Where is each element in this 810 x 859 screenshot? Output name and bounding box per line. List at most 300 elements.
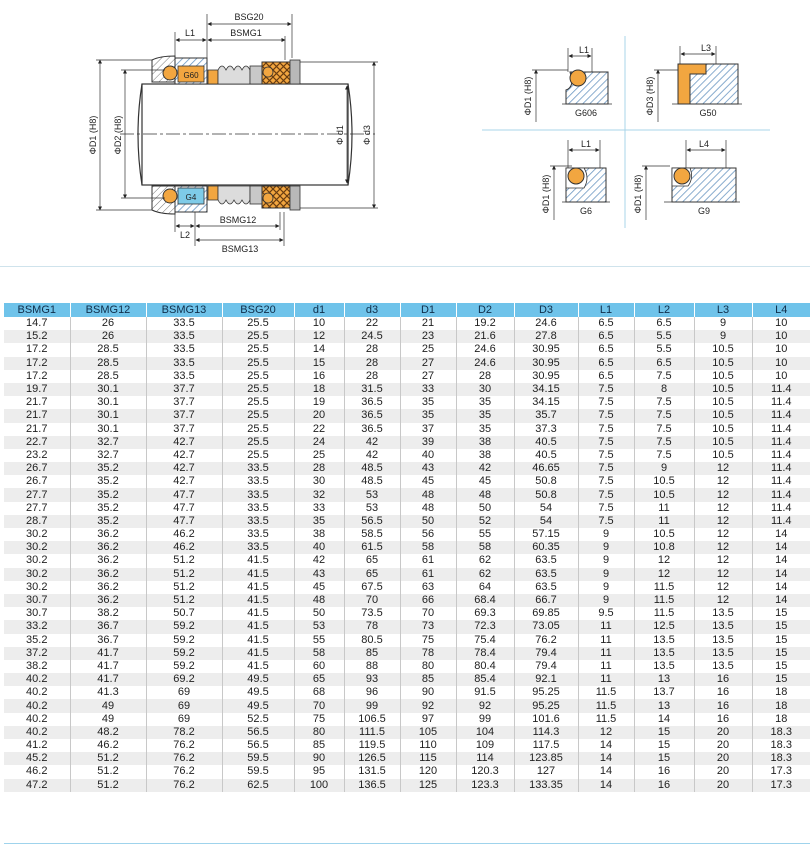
table-cell: 21.7 xyxy=(4,409,70,422)
table-cell: 18 xyxy=(294,383,344,396)
table-cell: 37.7 xyxy=(146,409,222,422)
table-cell: 39 xyxy=(400,436,456,449)
table-cell: 19 xyxy=(294,396,344,409)
table-cell: 21.7 xyxy=(4,423,70,436)
table-cell: 52.5 xyxy=(222,713,294,726)
table-cell: 47.7 xyxy=(146,515,222,528)
table-cell: 12 xyxy=(694,515,752,528)
table-cell: 11.4 xyxy=(752,502,810,515)
table-cell: 34.15 xyxy=(514,396,578,409)
table-cell: 53 xyxy=(344,488,400,501)
table-cell: 28 xyxy=(344,357,400,370)
table-cell: 120 xyxy=(400,765,456,778)
table-cell: 25.5 xyxy=(222,396,294,409)
table-cell: 33.5 xyxy=(146,317,222,330)
table-cell: 7.5 xyxy=(578,462,634,475)
table-cell: 24 xyxy=(294,436,344,449)
table-row xyxy=(4,409,810,422)
table-cell: 13.5 xyxy=(634,634,694,647)
table-cell: 14 xyxy=(752,568,810,581)
table-cell: 59.2 xyxy=(146,660,222,673)
table-cell: 133.35 xyxy=(514,779,578,792)
table-cell: 25.5 xyxy=(222,449,294,462)
table-row xyxy=(4,330,810,343)
table-cell: 95 xyxy=(294,765,344,778)
table-cell: 78.4 xyxy=(456,647,514,660)
label-bsg20: BSG20 xyxy=(234,12,264,22)
table-cell: 30.1 xyxy=(70,423,146,436)
table-row xyxy=(4,383,810,396)
table-cell: 92 xyxy=(456,699,514,712)
table-cell: 30 xyxy=(456,383,514,396)
table-cell: 10.5 xyxy=(634,528,694,541)
table-cell: 23.2 xyxy=(4,449,70,462)
table-cell: 9 xyxy=(694,317,752,330)
table-row xyxy=(4,765,810,778)
table-cell: 75.4 xyxy=(456,634,514,647)
table-cell: 35 xyxy=(400,396,456,409)
table-cell: 36.2 xyxy=(70,554,146,567)
table-cell: 45.2 xyxy=(4,752,70,765)
table-cell: 42.7 xyxy=(146,475,222,488)
table-cell: 12 xyxy=(694,541,752,554)
table-cell: 15 xyxy=(752,660,810,673)
table-cell: 10 xyxy=(752,370,810,383)
table-cell: 21.6 xyxy=(456,330,514,343)
table-cell: 54 xyxy=(514,502,578,515)
table-cell: 13.5 xyxy=(694,607,752,620)
table-cell: 9 xyxy=(578,568,634,581)
table-cell: 7.5 xyxy=(634,449,694,462)
table-cell: 52 xyxy=(456,515,514,528)
table-cell: 11.5 xyxy=(634,607,694,620)
table-row xyxy=(4,449,810,462)
table-cell: 9 xyxy=(578,554,634,567)
table-cell: 12 xyxy=(578,726,634,739)
table-cell: 18.3 xyxy=(752,752,810,765)
table-cell: 14 xyxy=(294,343,344,356)
table-cell: 27.7 xyxy=(4,502,70,515)
table-cell: 30.2 xyxy=(4,528,70,541)
table-cell: 51.2 xyxy=(146,594,222,607)
table-cell: 32.7 xyxy=(70,449,146,462)
dimension-table-wrap xyxy=(4,303,810,792)
table-cell: 72.3 xyxy=(456,620,514,633)
table-cell: 73.5 xyxy=(344,607,400,620)
table-cell: 25.5 xyxy=(222,330,294,343)
table-cell: 35.2 xyxy=(70,475,146,488)
table-cell: 85 xyxy=(400,673,456,686)
label-phi-D1: ΦD1 (H8) xyxy=(88,115,98,155)
table-cell: 37.7 xyxy=(146,396,222,409)
table-cell: 36.7 xyxy=(70,620,146,633)
table-cell: 11 xyxy=(578,620,634,633)
table-cell: 30.95 xyxy=(514,343,578,356)
table-cell: 24.6 xyxy=(456,343,514,356)
table-cell: 6.5 xyxy=(634,357,694,370)
table-cell: 110 xyxy=(400,739,456,752)
table-row xyxy=(4,515,810,528)
table-cell: 13.5 xyxy=(694,620,752,633)
table-cell: 28 xyxy=(344,343,400,356)
table-cell: 34.15 xyxy=(514,383,578,396)
table-cell: 58.5 xyxy=(344,528,400,541)
table-row xyxy=(4,462,810,475)
column-header-bsg20: BSG20 xyxy=(222,303,294,317)
table-cell: 69 xyxy=(146,699,222,712)
table-cell: 41.5 xyxy=(222,620,294,633)
table-cell: 16 xyxy=(634,765,694,778)
table-cell: 15 xyxy=(752,647,810,660)
column-header-d3: D3 xyxy=(514,303,578,317)
table-cell: 18.3 xyxy=(752,726,810,739)
table-cell: 15 xyxy=(752,634,810,647)
table-row xyxy=(4,370,810,383)
table-cell: 17.3 xyxy=(752,765,810,778)
table-cell: 55 xyxy=(456,528,514,541)
table-cell: 17.3 xyxy=(752,779,810,792)
g9-dia: ΦD1 (H8) xyxy=(633,174,643,214)
table-cell: 48.5 xyxy=(344,475,400,488)
table-cell: 36.5 xyxy=(344,409,400,422)
table-cell: 7.5 xyxy=(578,436,634,449)
table-cell: 53 xyxy=(294,620,344,633)
table-cell: 33.5 xyxy=(146,330,222,343)
table-cell: 131.5 xyxy=(344,765,400,778)
table-cell: 99 xyxy=(456,713,514,726)
table-cell: 14 xyxy=(752,581,810,594)
table-cell: 30.2 xyxy=(4,581,70,594)
table-cell: 35.2 xyxy=(4,634,70,647)
table-cell: 40 xyxy=(294,541,344,554)
table-cell: 25.5 xyxy=(222,317,294,330)
table-cell: 126.5 xyxy=(344,752,400,765)
table-cell: 11.4 xyxy=(752,436,810,449)
table-cell: 16 xyxy=(294,370,344,383)
table-cell: 27.7 xyxy=(4,488,70,501)
table-cell: 25.5 xyxy=(222,343,294,356)
table-cell: 14 xyxy=(578,765,634,778)
table-cell: 18 xyxy=(752,699,810,712)
table-cell: 20 xyxy=(694,765,752,778)
table-cell: 11.4 xyxy=(752,488,810,501)
table-cell: 30 xyxy=(294,475,344,488)
table-row xyxy=(4,502,810,515)
table-cell: 38.2 xyxy=(70,607,146,620)
table-cell: 56.5 xyxy=(344,515,400,528)
table-cell: 33.5 xyxy=(146,370,222,383)
table-cell: 17.2 xyxy=(4,370,70,383)
table-cell: 75 xyxy=(400,634,456,647)
table-cell: 30.7 xyxy=(4,594,70,607)
column-header-d3: d3 xyxy=(344,303,400,317)
table-cell: 11 xyxy=(578,634,634,647)
label-phi-d1: Φ d1 xyxy=(335,125,345,145)
table-cell: 16 xyxy=(694,673,752,686)
table-row xyxy=(4,396,810,409)
table-cell: 12 xyxy=(294,330,344,343)
table-cell: 12 xyxy=(694,594,752,607)
table-cell: 79.4 xyxy=(514,660,578,673)
table-cell: 11 xyxy=(634,515,694,528)
table-cell: 35.2 xyxy=(70,462,146,475)
table-cell: 43 xyxy=(400,462,456,475)
table-cell: 25.5 xyxy=(222,357,294,370)
table-cell: 11.4 xyxy=(752,409,810,422)
table-cell: 10 xyxy=(752,330,810,343)
table-cell: 33.5 xyxy=(146,357,222,370)
table-cell: 16 xyxy=(694,699,752,712)
table-cell: 35.2 xyxy=(70,502,146,515)
table-cell: 17.2 xyxy=(4,343,70,356)
table-cell: 76.2 xyxy=(514,634,578,647)
table-cell: 38 xyxy=(456,436,514,449)
table-cell: 13 xyxy=(634,699,694,712)
table-row xyxy=(4,554,810,567)
table-cell: 15.2 xyxy=(4,330,70,343)
variant-g9 xyxy=(633,139,740,220)
table-cell: 7.5 xyxy=(634,409,694,422)
table-cell: 58 xyxy=(456,541,514,554)
table-cell: 30.2 xyxy=(4,568,70,581)
column-header-l1: L1 xyxy=(578,303,634,317)
table-cell: 41.5 xyxy=(222,594,294,607)
table-cell: 49.5 xyxy=(222,699,294,712)
table-cell: 16 xyxy=(694,686,752,699)
table-cell: 33.5 xyxy=(222,515,294,528)
table-cell: 66 xyxy=(400,594,456,607)
table-cell: 19.7 xyxy=(4,383,70,396)
table-cell: 30.95 xyxy=(514,357,578,370)
table-cell: 11.5 xyxy=(578,699,634,712)
table-header-row xyxy=(4,303,810,317)
table-cell: 41.5 xyxy=(222,554,294,567)
table-cell: 48 xyxy=(456,488,514,501)
table-cell: 41.5 xyxy=(222,647,294,660)
table-row xyxy=(4,647,810,660)
table-cell: 21.7 xyxy=(4,396,70,409)
table-row xyxy=(4,752,810,765)
label-g60: G60 xyxy=(183,71,199,80)
table-cell: 46.65 xyxy=(514,462,578,475)
table-cell: 11.4 xyxy=(752,423,810,436)
table-cell: 85.4 xyxy=(456,673,514,686)
table-cell: 50.8 xyxy=(514,475,578,488)
table-cell: 127 xyxy=(514,765,578,778)
table-cell: 19.2 xyxy=(456,317,514,330)
table-cell: 105 xyxy=(400,726,456,739)
table-cell: 41.5 xyxy=(222,660,294,673)
table-cell: 47.7 xyxy=(146,488,222,501)
table-cell: 55 xyxy=(294,634,344,647)
table-cell: 9 xyxy=(578,528,634,541)
table-cell: 11 xyxy=(634,502,694,515)
table-cell: 41.5 xyxy=(222,568,294,581)
table-cell: 95.25 xyxy=(514,699,578,712)
table-row xyxy=(4,568,810,581)
table-cell: 40.2 xyxy=(4,726,70,739)
table-cell: 7.5 xyxy=(578,515,634,528)
table-cell: 69.2 xyxy=(146,673,222,686)
table-cell: 99 xyxy=(344,699,400,712)
table-cell: 30.7 xyxy=(4,607,70,620)
table-cell: 76.2 xyxy=(146,739,222,752)
table-cell: 15 xyxy=(634,726,694,739)
table-cell: 13.5 xyxy=(694,647,752,660)
table-cell: 6.5 xyxy=(578,370,634,383)
table-cell: 65 xyxy=(344,568,400,581)
table-cell: 75 xyxy=(294,713,344,726)
table-cell: 58 xyxy=(400,541,456,554)
table-cell: 46.2 xyxy=(146,528,222,541)
table-cell: 33.5 xyxy=(222,488,294,501)
table-cell: 9 xyxy=(634,462,694,475)
table-cell: 25 xyxy=(400,343,456,356)
table-cell: 30.1 xyxy=(70,409,146,422)
table-cell: 62 xyxy=(456,554,514,567)
table-cell: 21 xyxy=(400,317,456,330)
variant-g6 xyxy=(541,139,610,220)
table-cell: 8 xyxy=(634,383,694,396)
table-cell: 26.7 xyxy=(4,475,70,488)
table-cell: 80.5 xyxy=(344,634,400,647)
table-cell: 70 xyxy=(344,594,400,607)
table-cell: 125 xyxy=(400,779,456,792)
table-cell: 65 xyxy=(294,673,344,686)
table-cell: 25 xyxy=(294,449,344,462)
table-cell: 37.7 xyxy=(146,423,222,436)
table-cell: 95.25 xyxy=(514,686,578,699)
table-cell: 20 xyxy=(694,752,752,765)
table-cell: 41.3 xyxy=(70,686,146,699)
table-cell: 11 xyxy=(578,647,634,660)
table-cell: 25.5 xyxy=(222,436,294,449)
column-header-l2: L2 xyxy=(634,303,694,317)
table-cell: 14 xyxy=(752,554,810,567)
table-row xyxy=(4,686,810,699)
table-cell: 42 xyxy=(344,449,400,462)
table-cell: 51.2 xyxy=(70,765,146,778)
table-cell: 11.4 xyxy=(752,396,810,409)
g50-dim: L3 xyxy=(700,43,712,53)
table-cell: 12 xyxy=(634,568,694,581)
technical-drawing-area xyxy=(0,0,810,265)
table-cell: 92 xyxy=(400,699,456,712)
g50-dia: ΦD3 (H8) xyxy=(645,76,655,116)
table-cell: 50 xyxy=(294,607,344,620)
table-cell: 48.5 xyxy=(344,462,400,475)
table-body xyxy=(4,317,810,792)
table-cell: 41.7 xyxy=(70,673,146,686)
table-cell: 114 xyxy=(456,752,514,765)
table-cell: 51.2 xyxy=(70,752,146,765)
table-cell: 76.2 xyxy=(146,765,222,778)
label-phi-D2: ΦD2 (H8) xyxy=(113,115,123,155)
table-cell: 12.5 xyxy=(634,620,694,633)
table-cell: 69.3 xyxy=(456,607,514,620)
table-cell: 12 xyxy=(694,568,752,581)
table-cell: 40.2 xyxy=(4,673,70,686)
table-cell: 27 xyxy=(400,357,456,370)
table-cell: 12 xyxy=(694,488,752,501)
table-row xyxy=(4,317,810,330)
column-header-l3: L3 xyxy=(694,303,752,317)
table-cell: 7.5 xyxy=(634,370,694,383)
table-cell: 18.3 xyxy=(752,739,810,752)
table-cell: 26.7 xyxy=(4,462,70,475)
table-cell: 59.5 xyxy=(222,765,294,778)
table-cell: 79.4 xyxy=(514,647,578,660)
table-cell: 10.5 xyxy=(634,488,694,501)
table-cell: 9.5 xyxy=(578,607,634,620)
table-cell: 49.5 xyxy=(222,673,294,686)
table-cell: 11.5 xyxy=(634,581,694,594)
table-cell: 51.2 xyxy=(146,581,222,594)
table-cell: 56.5 xyxy=(222,739,294,752)
g6-code: G6 xyxy=(579,206,593,216)
table-cell: 70 xyxy=(294,699,344,712)
table-cell: 40.2 xyxy=(4,686,70,699)
table-cell: 9 xyxy=(578,541,634,554)
table-cell: 41.5 xyxy=(222,581,294,594)
table-row xyxy=(4,528,810,541)
table-cell: 11.5 xyxy=(578,686,634,699)
table-cell: 46.2 xyxy=(4,765,70,778)
table-cell: 51.2 xyxy=(146,568,222,581)
table-cell: 24.6 xyxy=(514,317,578,330)
table-cell: 12 xyxy=(694,528,752,541)
table-cell: 119.5 xyxy=(344,739,400,752)
table-cell: 15 xyxy=(752,607,810,620)
table-cell: 32.7 xyxy=(70,436,146,449)
shaft xyxy=(142,84,348,185)
table-cell: 63 xyxy=(400,581,456,594)
table-cell: 33.5 xyxy=(222,475,294,488)
table-cell: 7.5 xyxy=(578,383,634,396)
table-cell: 10.5 xyxy=(694,436,752,449)
label-g4: G4 xyxy=(185,193,197,202)
table-cell: 36.2 xyxy=(70,594,146,607)
label-bsmg13: BSMG13 xyxy=(221,244,259,254)
table-cell: 78.2 xyxy=(146,726,222,739)
g9-dim: L4 xyxy=(698,139,710,149)
table-cell: 5.5 xyxy=(634,330,694,343)
table-cell: 18 xyxy=(752,713,810,726)
g6-dia: ΦD1 (H8) xyxy=(541,174,551,214)
table-cell: 37.7 xyxy=(146,383,222,396)
table-cell: 5.5 xyxy=(634,343,694,356)
table-row xyxy=(4,660,810,673)
table-cell: 7.5 xyxy=(634,396,694,409)
table-cell: 115 xyxy=(400,752,456,765)
column-header-bsmg13: BSMG13 xyxy=(146,303,222,317)
table-cell: 100 xyxy=(294,779,344,792)
table-cell: 40 xyxy=(400,449,456,462)
table-cell: 53 xyxy=(344,502,400,515)
table-cell: 38 xyxy=(456,449,514,462)
table-cell: 61.5 xyxy=(344,541,400,554)
table-cell: 47.7 xyxy=(146,502,222,515)
table-cell: 42.7 xyxy=(146,436,222,449)
column-header-bsmg1: BSMG1 xyxy=(4,303,70,317)
table-cell: 59.2 xyxy=(146,620,222,633)
table-row xyxy=(4,739,810,752)
table-cell: 10.5 xyxy=(694,370,752,383)
table-row xyxy=(4,607,810,620)
table-cell: 38 xyxy=(294,528,344,541)
table-cell: 41.7 xyxy=(70,660,146,673)
table-cell: 38.2 xyxy=(4,660,70,673)
